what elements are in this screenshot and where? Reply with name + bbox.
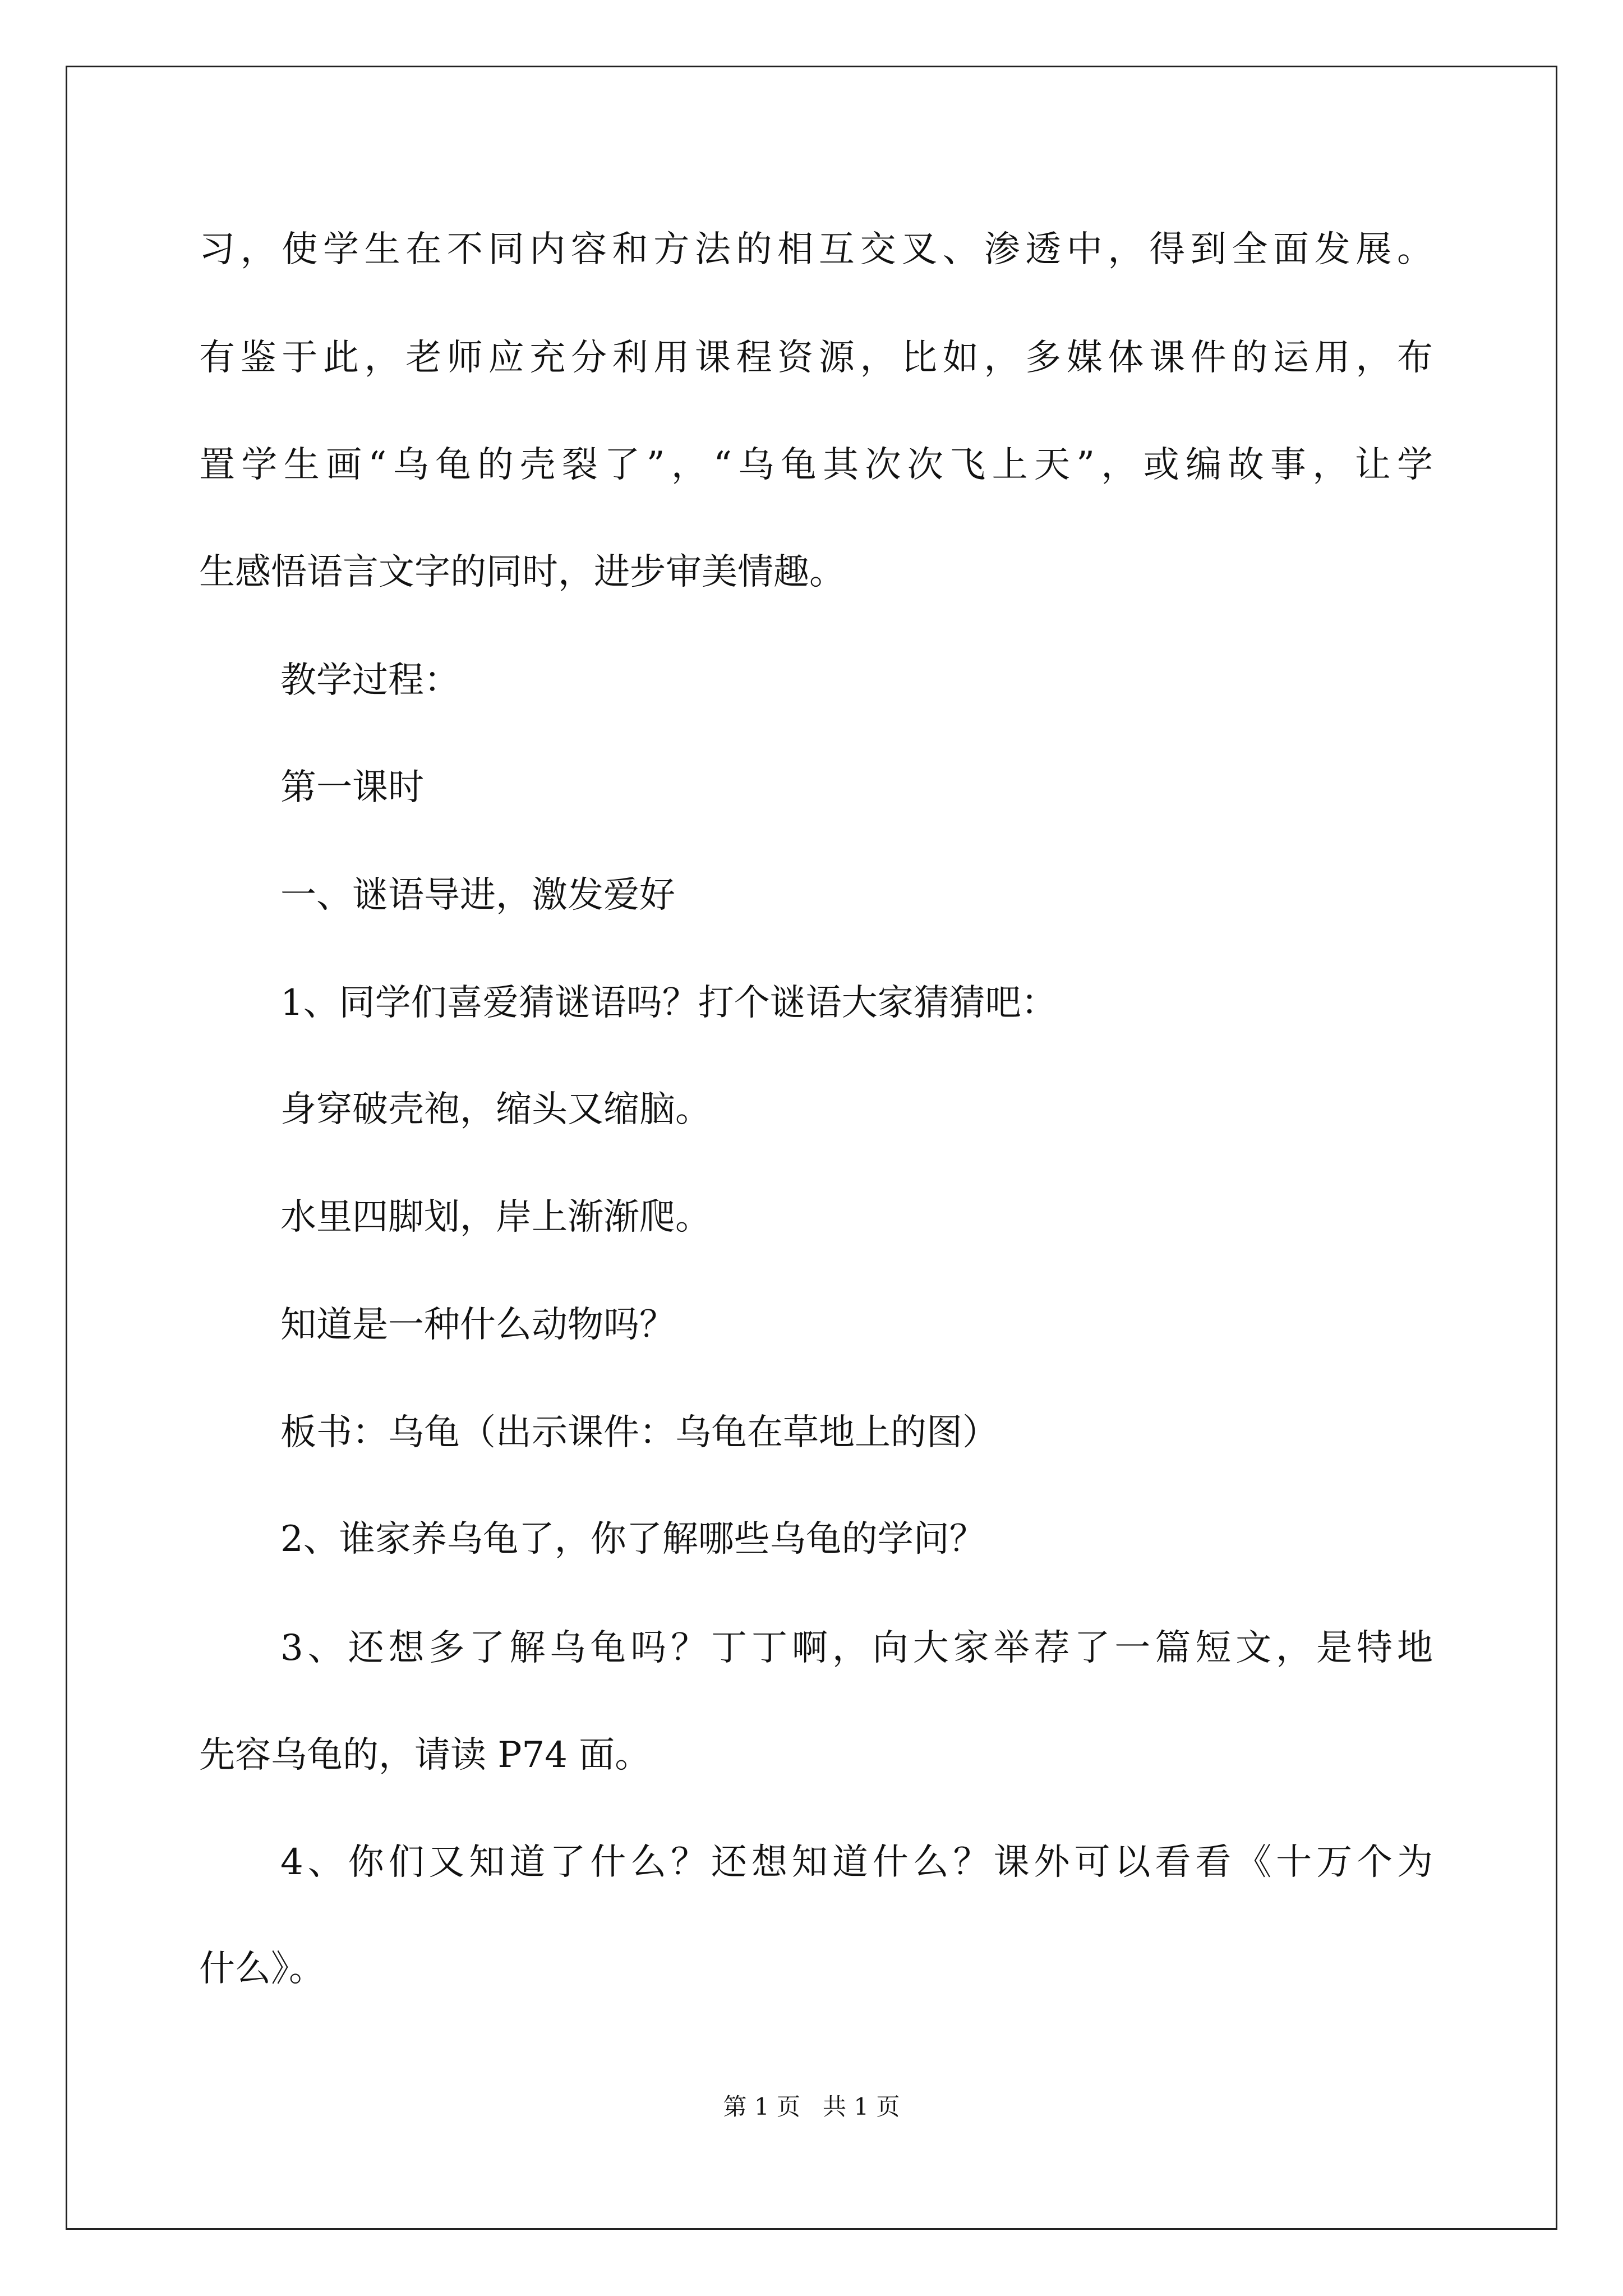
item-3-line-1: 3、还想多了解乌龟吗？丁丁啊，向大家举荐了一篇短文，是特地 [280, 1627, 1433, 1669]
item-2-text: 2、谁家养乌龟了，你了解哪些乌龟的学问？ [280, 1519, 985, 1560]
intro-line-3: 置学生画“乌龟的壳裂了”，“乌龟其次次飞上天”，或编故事，让学 [199, 444, 1433, 486]
riddle-line-1: 身穿破壳袍，缩头又缩脑。 [280, 1089, 711, 1130]
heading-teaching-process: 教学过程： [280, 660, 460, 701]
heading-first-lesson: 第一课时 [280, 767, 424, 808]
intro-line-1: 习，使学生在不同内容和方法的相互交叉、渗透中，得到全面发展。 [199, 229, 1433, 270]
item-1-text: 1、同学们喜爱猜谜语吗？打个谜语大家猜猜吧： [280, 982, 1057, 1024]
section-heading-one: 一、谜语导进，激发爱好 [280, 875, 675, 916]
board-note: 板书：乌龟（出示课件：乌龟在草地上的图） [280, 1412, 998, 1453]
item-3-line-2: 先容乌龟的，请读 P74 面。 [199, 1734, 651, 1776]
item-4-line-1: 4、你们又知道了什么？还想知道什么？课外可以看看《十万个为 [280, 1842, 1433, 1883]
page-border [66, 66, 1557, 2230]
item-4-line-2: 什么》。 [199, 1948, 325, 1990]
page-number-footer: 第 1 页 共 1 页 [723, 2093, 900, 2120]
riddle-line-2: 水里四脚划，岸上渐渐爬。 [280, 1197, 711, 1238]
intro-line-2: 有鉴于此，老师应充分利用课程资源，比如，多媒体课件的运用，布 [199, 337, 1433, 379]
riddle-question: 知道是一种什么动物吗？ [280, 1304, 675, 1346]
intro-line-4: 生感悟语言文字的同时，进步审美情趣。 [199, 551, 845, 593]
